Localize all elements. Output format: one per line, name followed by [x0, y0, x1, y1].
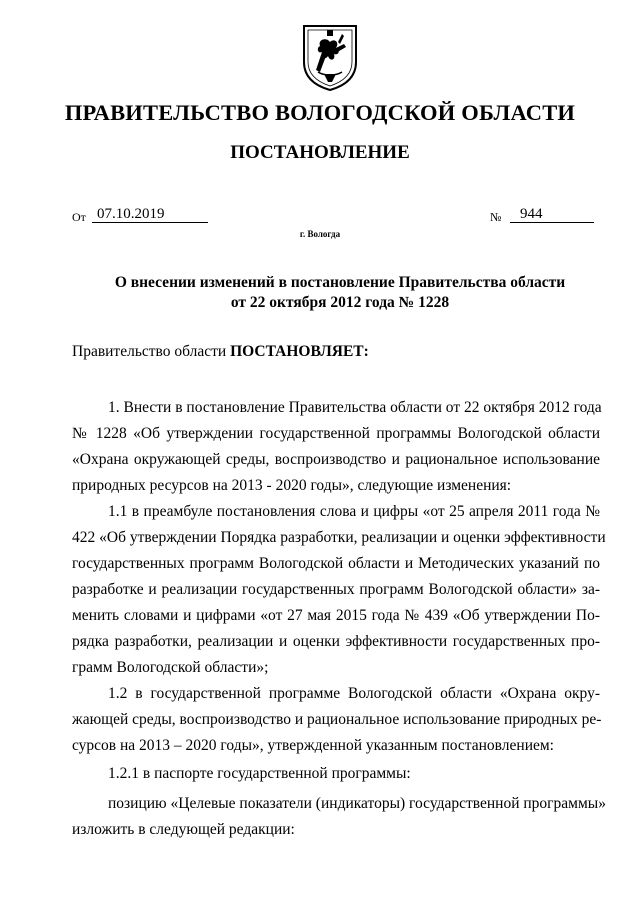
body-line: 422 «Об утверждении Порядка разработки, реализации и оценки эффективности: [72, 529, 606, 546]
body-line: жающей среды, воспроизводство и рациональное использование природных ре-: [72, 711, 602, 728]
document-date: 07.10.2019: [92, 205, 208, 223]
subject-line-1: О внесении изменений в постановление Правительства области: [114, 274, 566, 291]
body-line: 1.1 в преамбуле постановления слова и цифры «от 25 апреля 2011 года №: [108, 503, 600, 520]
document-subject: [60, 273, 620, 313]
body-line: разработке и реализации государственных программ Вологодской области» за-: [72, 581, 600, 598]
body-line: изложить в следующей редакции:: [72, 821, 295, 838]
subject-line-2: от 22 октября 2012 года № 1228: [230, 294, 450, 311]
body-line: № 1228 «Об утверждении государственной программы Вологодской области: [72, 425, 600, 442]
decree-prefix: Правительство области: [72, 343, 231, 360]
body-line: позицию «Целевые показатели (индикаторы) государственной программы»: [108, 795, 606, 812]
body-line: «Охрана окружающей среды, воспроизводство и рациональное использование: [72, 451, 600, 468]
coat-of-arms-icon: [298, 22, 362, 92]
number-label: №: [490, 210, 502, 224]
body-line: 1.2.1 в паспорте государственной программы:: [108, 765, 411, 782]
body-line: рядка разработки, реализации и оценки эффективности государственных про-: [72, 633, 600, 650]
document-number: 944: [510, 205, 594, 223]
decree-verb: ПОСТАНОВЛЯЕТ:: [230, 343, 369, 360]
body-line: сурсов на 2013 – 2020 годы», утвержденной указанным постановлением:: [72, 737, 554, 754]
body-line: природных ресурсов на 2013 - 2020 годы», следующие изменения:: [72, 477, 512, 494]
body-line: 1. Внести в постановление Правительства области от 22 октября 2012 года: [108, 399, 602, 416]
body-line: менить словами и цифрами «от 27 мая 2015 года № 439 «Об утверждении По-: [72, 607, 600, 624]
body-line: 1.2 в государственной программе Вологодской области «Охрана окру-: [108, 685, 600, 702]
city-label: г. Вологда: [299, 229, 341, 239]
body-line: грамм Вологодской области»;: [72, 659, 269, 676]
date-label: От: [72, 210, 86, 224]
government-title: ПРАВИТЕЛЬСТВО ВОЛОГОДСКОЙ ОБЛАСТИ: [64, 100, 576, 125]
decree-statement: [72, 343, 369, 361]
document-type: ПОСТАНОВЛЕНИЕ: [230, 142, 410, 163]
body-line: государственных программ Вологодской области и Методических указаний по: [72, 555, 600, 572]
